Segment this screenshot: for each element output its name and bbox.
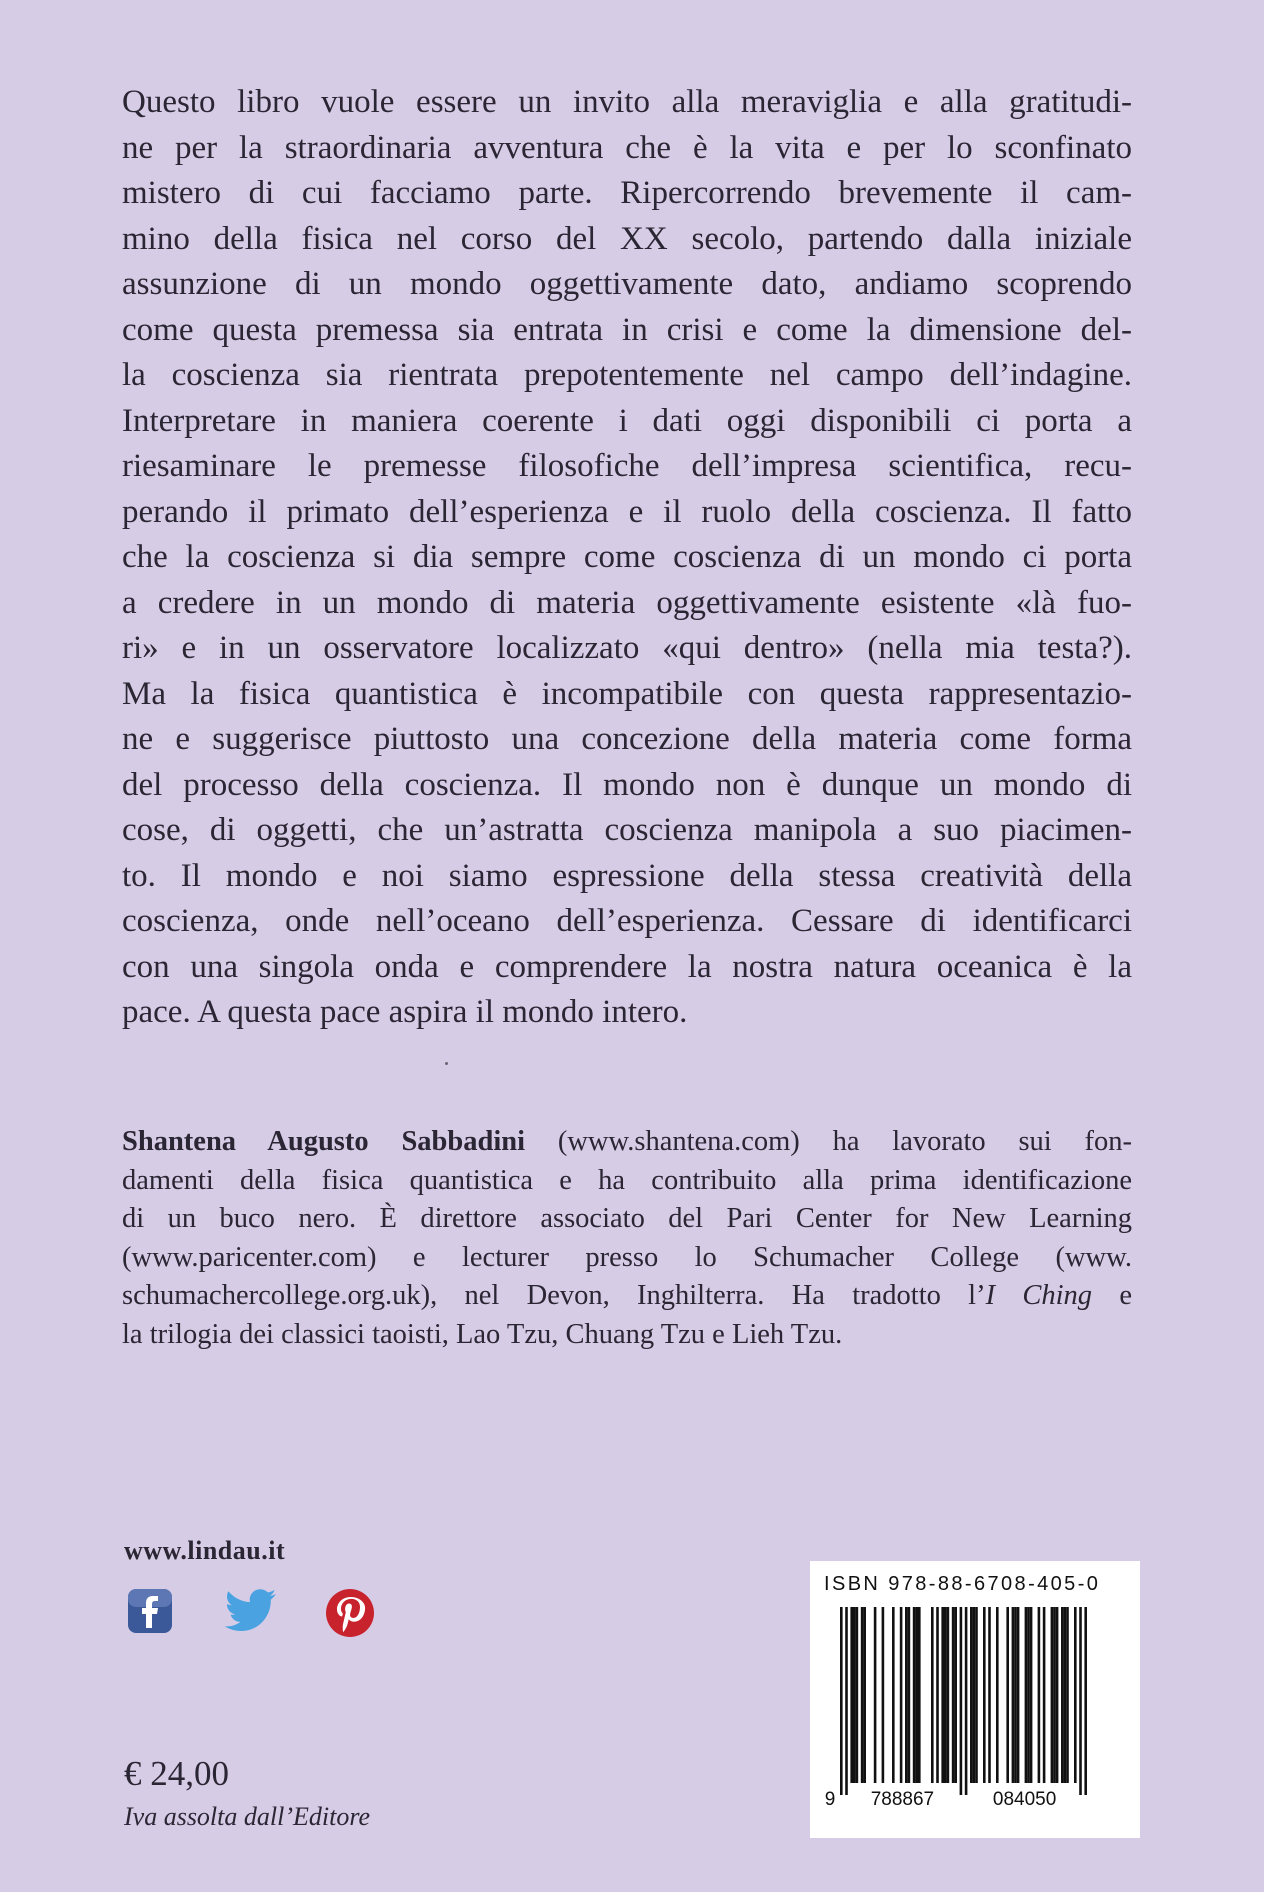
- blurb-line: riesaminare le premesse filosofiche dell’impresa scientifica, recu-: [122, 448, 1132, 484]
- blurb-line: ri» e in un osservatore localizzato «qui dentro» (nella mia testa?).: [122, 630, 1132, 666]
- blurb-line: che la coscienza si dia sempre come coscienza di un mondo ci porta: [122, 539, 1132, 575]
- barcode-bar: [960, 1607, 963, 1795]
- barcode-bar: [1051, 1607, 1054, 1783]
- barcode-bar: [863, 1607, 866, 1783]
- bio-line: [122, 1277, 1132, 1316]
- blurb-line: la coscienza sia rientrata prepotentemente nel campo dell’indagine.: [122, 357, 1132, 393]
- book-title-i-ching: I Ching: [985, 1280, 1093, 1311]
- barcode-bar: [983, 1607, 986, 1783]
- pinterest-icon[interactable]: [325, 1588, 375, 1638]
- blurb-line: a credere in un mondo di materia oggettivamente esistente «là fuo-: [122, 584, 1132, 621]
- author-name: Shantena Augusto Sabbadini: [122, 1126, 526, 1157]
- blurb-line: coscienza, onde nell’oceano dell’esperienza. Cessare di identificarci: [122, 903, 1132, 939]
- barcode-bar: [954, 1607, 957, 1783]
- barcode-bar: [975, 1607, 978, 1783]
- blurb-line: pace. A questa pace aspira il mondo intero.: [122, 994, 688, 1030]
- barcode-bar: [850, 1607, 853, 1783]
- blurb-line: Ma la fisica quantistica è incompatibile con questa rappresentazio-: [122, 675, 1132, 712]
- barcode-bar: [965, 1607, 968, 1795]
- barcode-bar: [1014, 1607, 1017, 1783]
- barcode-bar: [840, 1607, 843, 1795]
- barcode-bar: [1084, 1607, 1087, 1795]
- barcode-bar: [1043, 1607, 1046, 1783]
- bio-line-1-rest: (www.shantena.com) ha lavorato sui fon-: [525, 1126, 1132, 1157]
- barcode-bar: [845, 1607, 848, 1795]
- blurb-line: come questa premessa sia entrata in crisi e come la dimensione del-: [122, 311, 1132, 348]
- barcode-bar: [900, 1607, 903, 1783]
- barcode-bar: [1064, 1607, 1067, 1783]
- barcode-bar: [1074, 1607, 1077, 1783]
- barcode-bar: [1066, 1607, 1069, 1783]
- barcode-bar: [941, 1607, 944, 1783]
- facebook-icon[interactable]: [127, 1588, 173, 1634]
- decorative-dot: [445, 1062, 448, 1065]
- barcode: [810, 1561, 1140, 1838]
- barcode-bar: [918, 1607, 921, 1783]
- blurb-line: ne per la straordinaria avventura che è la vita e per lo sconfinato: [122, 129, 1132, 166]
- barcode-bar: [892, 1607, 895, 1783]
- barcode-bar: [1025, 1607, 1028, 1783]
- blurb-line: mino della fisica nel corso del XX secolo, partendo dalla iniziale: [122, 220, 1132, 257]
- barcode-bar: [1030, 1607, 1033, 1783]
- bio-line-5-start: schumachercollege.org.uk), nel Devon, Inghilterra. Ha tradotto l’: [122, 1280, 986, 1311]
- blurb-line: mistero di cui facciamo parte. Ripercorrendo brevemente il cam-: [122, 175, 1132, 211]
- barcode-bar: [996, 1607, 999, 1783]
- blurb-line: assunzione di un mondo oggettivamente dato, andiamo scoprendo: [122, 266, 1132, 302]
- bio-line: (www.paricenter.com) e lecturer presso lo Schumacher College (www.: [122, 1241, 1132, 1273]
- blurb-line: con una singola onda e comprendere la nostra natura oceanica è la: [122, 948, 1132, 985]
- twitter-icon[interactable]: [222, 1588, 278, 1634]
- barcode-bar: [915, 1607, 918, 1783]
- isbn-label: ISBN 978-88-6708-405-0: [824, 1573, 1101, 1595]
- blurb-paragraph: [122, 80, 1132, 1036]
- barcode-bar: [1017, 1607, 1020, 1783]
- barcode-bar: [973, 1607, 976, 1783]
- barcode-bar: [882, 1607, 885, 1783]
- blurb-line: Interpretare in maniera coerente i dati oggi disponibili ci porta a: [122, 402, 1132, 439]
- barcode-bar: [874, 1607, 877, 1783]
- vat-note: Iva assolta dall’Editore: [124, 1802, 371, 1831]
- barcode-bar: [952, 1607, 955, 1783]
- blurb-line: del processo della coscienza. Il mondo non è dunque un mondo di: [122, 766, 1132, 803]
- barcode-bar: [908, 1607, 911, 1783]
- isbn-barcode-box: [810, 1561, 1140, 1838]
- barcode-bar: [861, 1607, 864, 1783]
- barcode-bar: [1053, 1607, 1056, 1783]
- barcode-bar: [1012, 1607, 1015, 1783]
- blurb-line: Questo libro vuole essere un invito alla meraviglia e alla gratitudi-: [122, 84, 1132, 120]
- blurb-line: perando il primato dell’esperienza e il ruolo della coscienza. Il fatto: [122, 493, 1132, 530]
- barcode-bar: [970, 1607, 973, 1783]
- blurb-line: to. Il mondo e noi siamo espressione della stessa creatività della: [122, 857, 1132, 894]
- price: € 24,00: [124, 1754, 229, 1793]
- barcode-bar: [944, 1607, 947, 1783]
- barcode-digits: 9: [824, 1789, 836, 1810]
- barcode-bar: [1079, 1607, 1082, 1795]
- barcode-bar: [856, 1607, 859, 1783]
- barcode-bar: [931, 1607, 934, 1783]
- barcode-bar: [1056, 1607, 1059, 1783]
- barcode-bar: [1027, 1607, 1030, 1783]
- bio-line: la trilogia dei classici taoisti, Lao Tzu, Chuang Tzu e Lieh Tzu.: [122, 1318, 843, 1350]
- barcode-bar: [1061, 1607, 1064, 1783]
- blurb-line: cose, di oggetti, che un’astratta coscienza manipola a suo piacimen-: [122, 812, 1132, 848]
- author-bio: [122, 1123, 1132, 1354]
- barcode-bar: [913, 1607, 916, 1783]
- bio-line: [122, 1123, 1132, 1162]
- barcode-bar: [936, 1607, 939, 1783]
- barcode-digits: 788867: [870, 1789, 935, 1810]
- bio-line: di un buco nero. È direttore associato del Pari Center for New Learning: [122, 1203, 1132, 1234]
- bio-line: damenti della fisica quantistica e ha contribuito alla prima identificazione: [122, 1164, 1132, 1196]
- bio-line-5-end: e: [1092, 1280, 1132, 1311]
- barcode-bar: [905, 1607, 908, 1783]
- barcode-bar: [1038, 1607, 1041, 1783]
- barcode-digits: 084050: [992, 1789, 1057, 1810]
- publisher-website[interactable]: www.lindau.it: [124, 1536, 286, 1565]
- barcode-bar: [988, 1607, 991, 1783]
- barcode-bar: [1006, 1607, 1009, 1783]
- barcode-bar: [853, 1607, 856, 1783]
- blurb-line: ne e suggerisce piuttosto una concezione della materia come forma: [122, 721, 1132, 757]
- barcode-bar: [947, 1607, 950, 1783]
